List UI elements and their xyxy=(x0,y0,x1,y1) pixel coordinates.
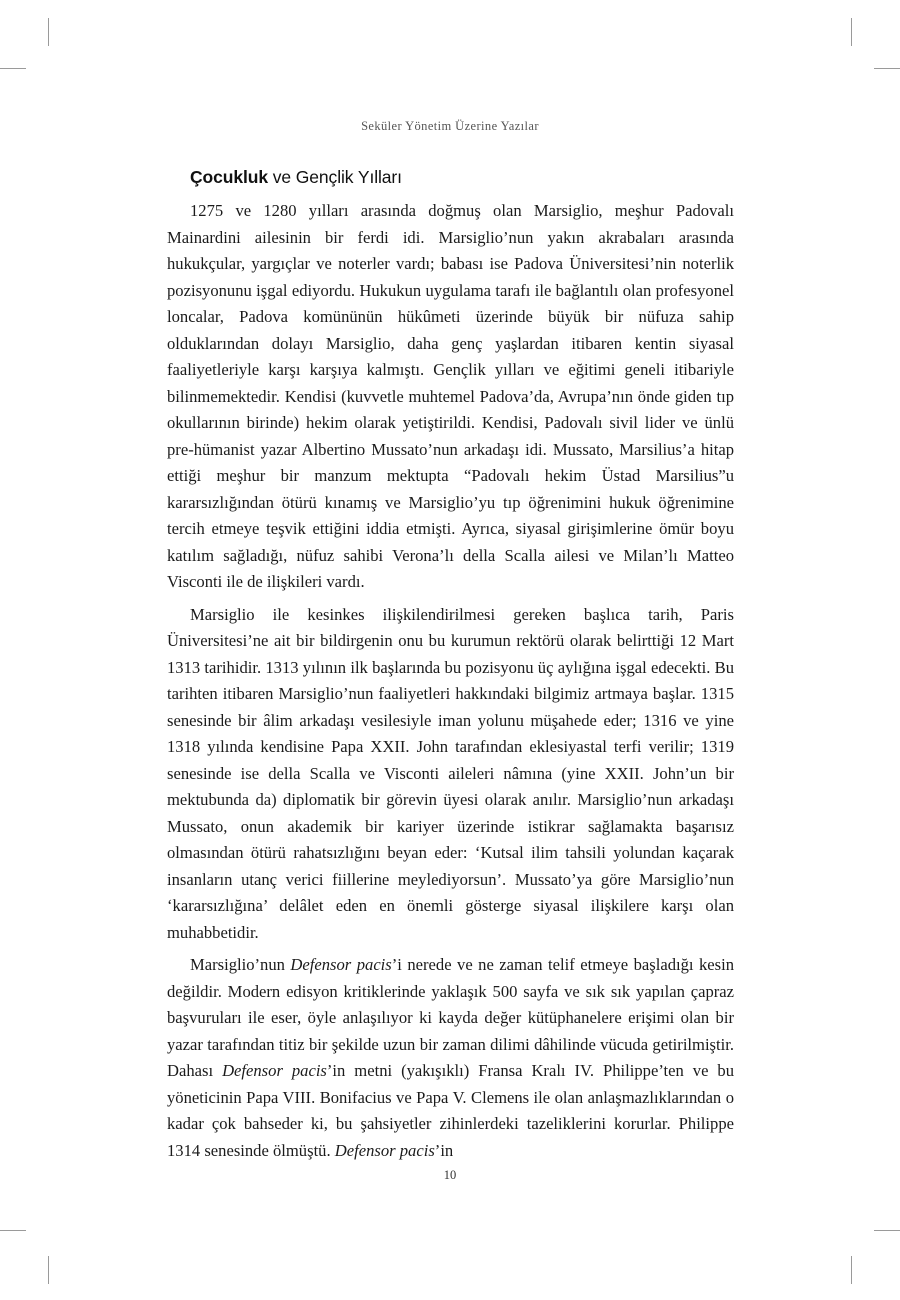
crop-mark-top-left-vertical xyxy=(48,18,49,46)
running-head: Seküler Yönetim Üzerine Yazılar xyxy=(361,119,539,133)
crop-mark-top-left-horizontal xyxy=(0,68,26,69)
section-title-bold: Çocukluk xyxy=(190,167,268,187)
work-title-defensor-pacis: Defensor pacis xyxy=(222,1061,327,1080)
crop-mark-bottom-left-vertical xyxy=(48,1256,49,1284)
crop-mark-bottom-right-horizontal xyxy=(874,1230,900,1231)
paragraph-3-text-1: Marsiglio’nun xyxy=(190,955,291,974)
paragraph-3 xyxy=(167,952,734,1164)
paragraph-3-text-2: ’i nerede ve ne zaman telif etmeye başladığı kesin değildir. Modern edisyon kritiklerinde yaklaşık 500 sayfa ve sık sık yapılan çapraz başvuruları ile eser, öyle anlaşılıyor ki kayda değer kütüphanelere erişimi olan bir yazar tarafından titiz bir şekilde uzun bir zaman dilimi dâhilinde vücuda getirilmiştir. Dahası xyxy=(167,955,735,1080)
page-number: 10 xyxy=(443,1168,457,1182)
paragraph-2: Marsiglio ile kesinkes ilişkilendirilmesi gereken başlıca tarih, Paris Üniversitesi’ne ait bir bildirgenin onu bu kurumun rektörü olarak belirttiği 12 Mart 1313 tarihidir. 1313 yılının ilk başlarında bu pozisyonu üç aylığına işgal edecekti. Bu tarihten itibaren Marsiglio’nun faaliyetleri hakkındaki bilgimiz artmaya başlar. 1315 senesinde bir âlim arkadaşı vesilesiyle iman yolunu müşahede eder; 1316 ve yine 1318 yılında kendisine Papa XXII. John tarafından eklesiyastal terfi verilir; 1319 senesinde ise della Scalla ve Visconti aileleri nâmına (yine XXII. John’un bir mektubunda da) diplomatik bir görevin üyesi olarak anılır. Marsiglio’nun arkadaşı Mussato, onun akademik bir kariyer üzerinde istikrar sağlamakta başarısız olmasından ötürü rahatsızlığını beyan eder: ‘Kutsal ilim tahsili yolundan kaçarak insanların utanç verici fiillerine meylediyorsun’. Mussato’ya göre Marsiglio’nun ‘kararsızlığına’ delâlet eden en önemli gösterge siyasal ilişkilere karşı olan muhabbetidir. xyxy=(167,604,734,942)
work-title-defensor-pacis: Defensor pacis xyxy=(290,955,392,974)
section-title-rest: ve Gençlik Yılları xyxy=(267,167,402,187)
paragraph-3-text-4: ’in xyxy=(434,1140,454,1160)
paragraph-1: 1275 ve 1280 yılları arasında doğmuş olan Marsiglio, meşhur Padovalı Mainardini ailesinin bir ferdi idi. Marsiglio’nun yakın akrabaları arasında hukukçular, yargıçlar ve noterler vardı; babası ise Padova Üniversitesi’nin noterlik pozisyonunu işgal ediyordu. Hukukun uygulama tarafı ile bağlantılı olan profesyonel loncalar, Padova komününün hükûmeti üzerinde büyük bir nüfuza sahip olduklarından dolayı Marsiglio, daha genç yaşlardan itibaren kentin siyasal faaliyetleriyle karşı karşıya kalmıştı. Gençlik yılları ve eğitimi geneli itibariyle bilinmemektedir. Kendisi (kuvvetle muhtemel Padova’da, Avrupa’nın önde giden tıp okullarının birinde) hekim olarak yetiştirildi. Kendisi, Padovalı sivil lider ve ünlü pre-hümanist yazar Albertino Mussato’nun arkadaşı idi. Mussato, Marsilius’a hitap ettiği meşhur bir manzum mektupta “Padovalı hekim Üstad Marsilius”u kararsızlığından ötürü kınamış ve Marsiglio’yu tıp öğrenimini hukuk öğrenimine tercih etmeye teşvik ettiğini iddia etmişti. Ayrıca, siyasal girişimlerine ömür boyu katılım sağladığı, nüfuz sahibi Verona’lı della Scalla ailesi ve Milan’lı Matteo Visconti ile de ilişkileri vardı. xyxy=(167,201,734,591)
section-title xyxy=(190,167,402,188)
crop-mark-top-right-vertical xyxy=(851,18,852,46)
body-text xyxy=(167,198,734,1170)
crop-mark-top-right-horizontal xyxy=(874,68,900,69)
paragraph-3-text-3: ’in metni (yakışıklı) Fransa Kralı IV. Philippe’ten ve bu yöneticinin Papa VIII. Bonifacius ve Papa V. Clemens ile olan anlaşmazlıklarından o kadar çok bahseder ki, bu şahsiyetler zihinlerdeki tazeliklerini korurlar. Philippe 1314 senesinde ölmüştü. xyxy=(167,1061,735,1160)
crop-mark-bottom-left-horizontal xyxy=(0,1230,26,1231)
crop-mark-bottom-right-vertical xyxy=(851,1256,852,1284)
work-title-defensor-pacis: Defensor pacis xyxy=(334,1140,435,1160)
